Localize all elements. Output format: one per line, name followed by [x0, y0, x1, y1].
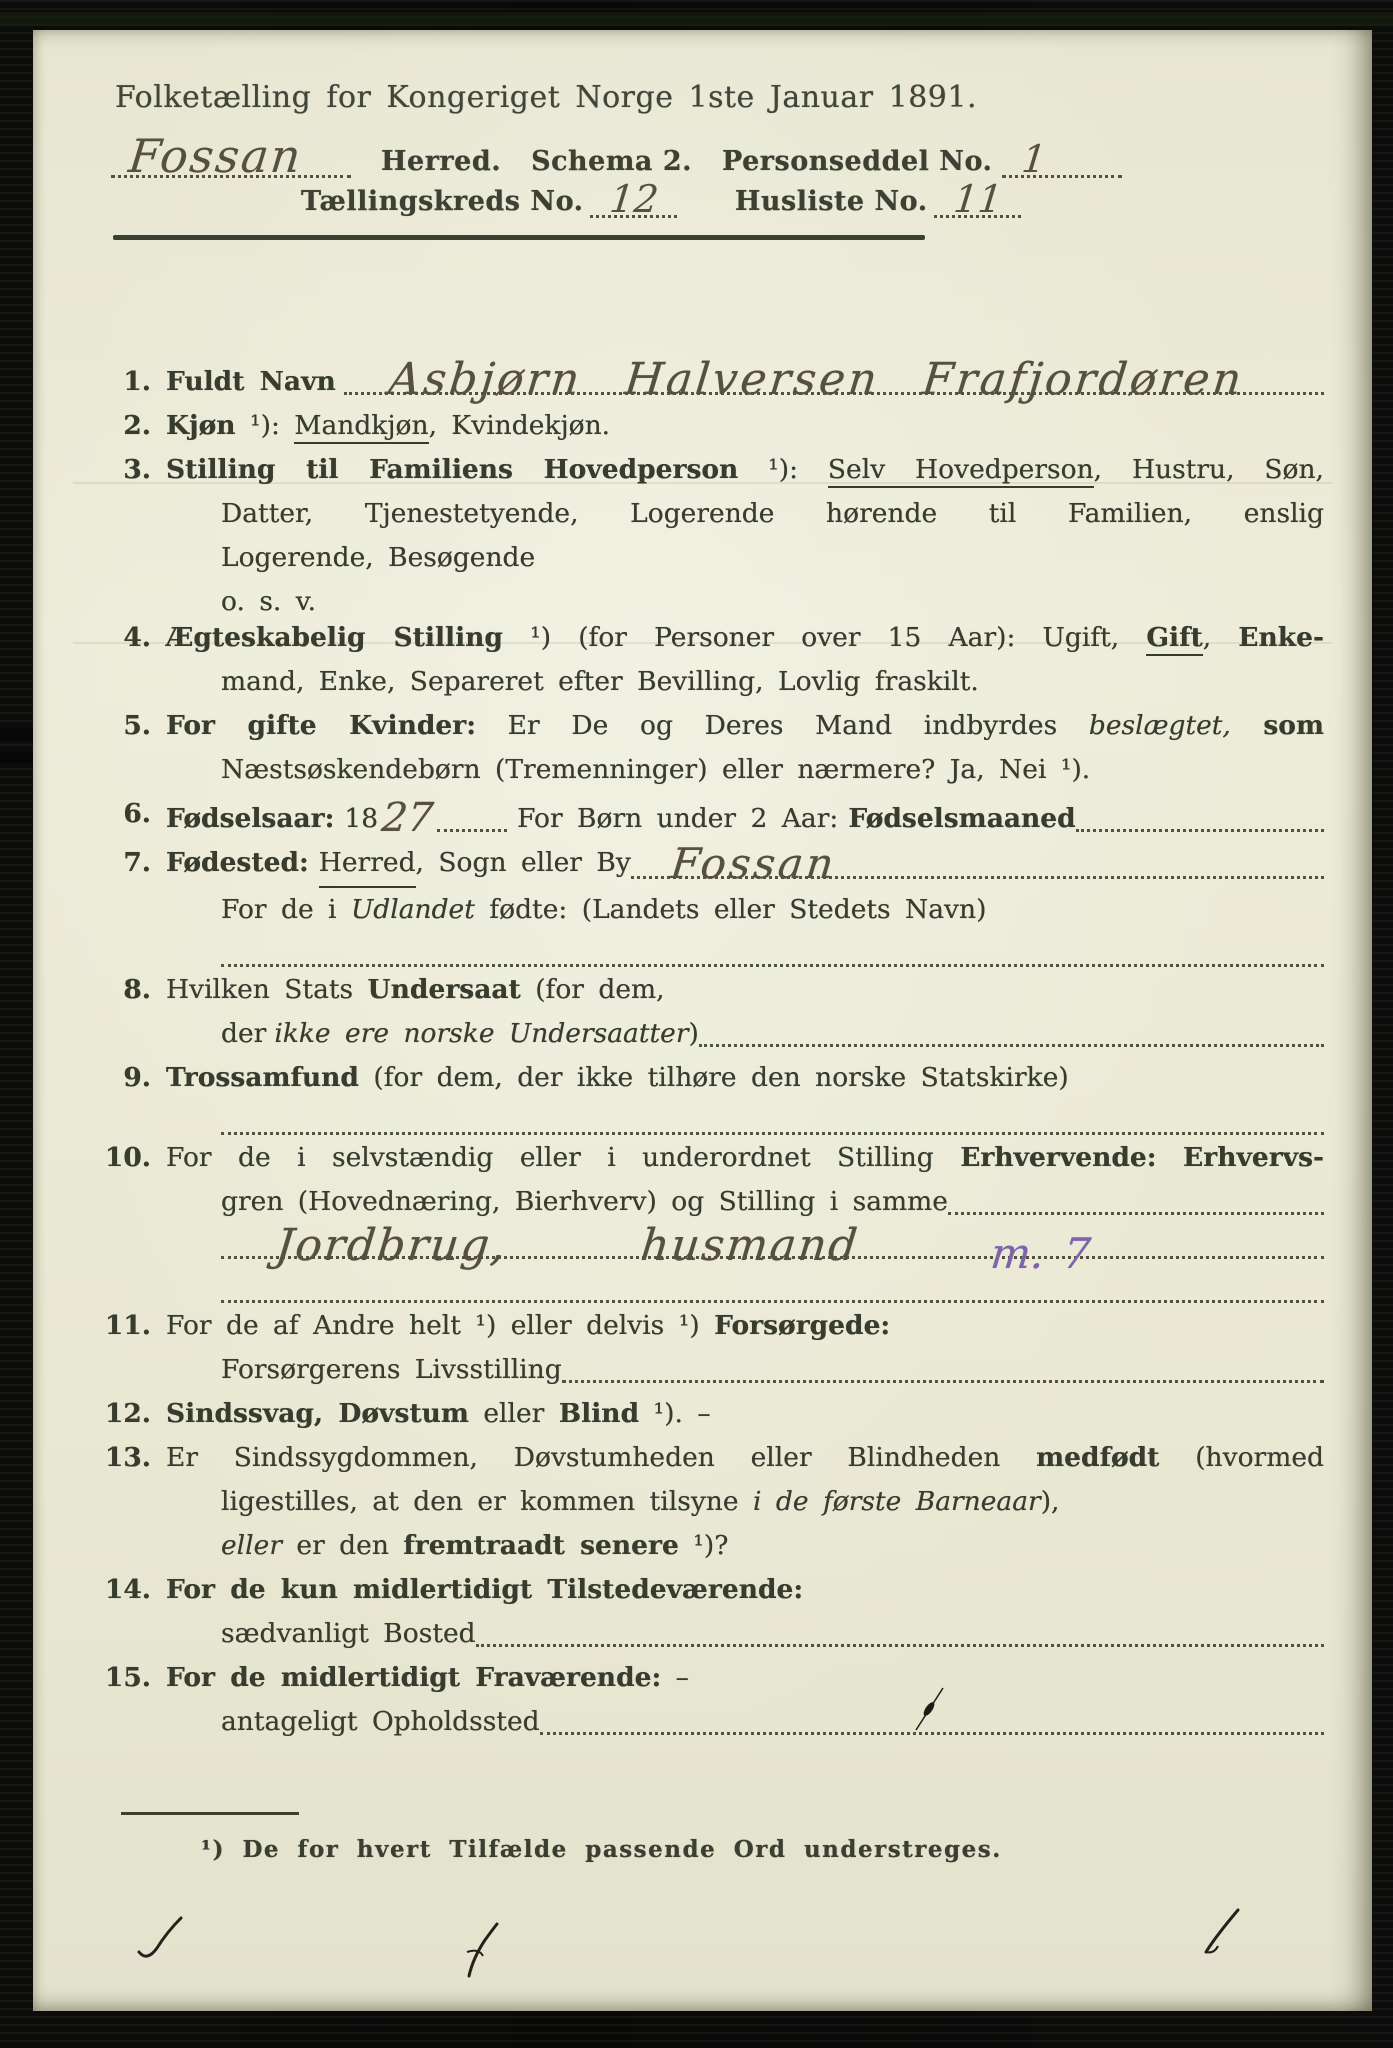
handwritten-birth-year: 27	[379, 795, 436, 841]
field-label: Undersaat	[367, 974, 521, 1005]
question-4	[99, 616, 1324, 704]
field-label: Stilling til Familiens Hovedperson	[166, 454, 739, 485]
underlined-option: Gift	[1146, 622, 1202, 656]
field-label: Trossamfund	[166, 1062, 359, 1093]
handwritten-full-name: Asbjørn Halversen Frafjordøren	[386, 354, 1247, 405]
printed-text: Forsørgerens Livsstilling	[221, 1354, 562, 1385]
taellingskreds-label: Tællingskreds No.	[301, 186, 584, 217]
printed-text: , Sogn eller By	[415, 847, 631, 878]
herred-label: Herred.	[381, 146, 502, 177]
printed-text: (for dem, der ikke tilhøre den norske Statskirke)	[358, 1062, 1069, 1093]
question-7	[99, 841, 1324, 976]
field-label: Blind	[558, 1398, 640, 1429]
dotted-fill	[221, 960, 1324, 967]
dotted-fill	[344, 354, 1324, 405]
question-13	[99, 1436, 1324, 1568]
printed-text	[1157, 1142, 1183, 1173]
printed-text: For de af Andre helt ¹) eller delvis ¹)	[166, 1310, 715, 1341]
question-number: 11.	[104, 1310, 151, 1341]
printed-text: ¹):	[738, 454, 828, 485]
question-number: 13.	[104, 1442, 151, 1473]
printed-text: fremtraadt senere	[403, 1530, 679, 1561]
printed-text: ¹):	[235, 410, 295, 441]
header-line-district	[301, 174, 1021, 221]
question-number: 3.	[123, 454, 151, 485]
handwritten-personseddel-number: 1	[1020, 137, 1049, 181]
handwritten-occupation: Jordbrug,	[273, 1220, 510, 1271]
ink-mark	[463, 1918, 503, 1982]
printed-text: –	[661, 1662, 689, 1693]
printed-text: (hvormed	[1159, 1442, 1324, 1473]
dotted-fill	[437, 825, 507, 832]
printed-text: Logerende, Besøgende	[221, 542, 536, 573]
printed-text: Er De og Deres Mand indbyrdes	[475, 710, 1089, 741]
husliste-number-field	[934, 177, 1021, 221]
printed-text: sædvanligt Bosted	[221, 1618, 476, 1649]
printed-text: For de i selvstændig eller i underordnet Stilling	[166, 1142, 961, 1173]
printed-text: (for dem,	[520, 974, 665, 1005]
underlined-option: Herred	[319, 841, 416, 888]
husliste-label: Husliste No.	[734, 186, 928, 217]
header-line-municipality	[111, 129, 1131, 183]
question-number: 7.	[123, 847, 151, 878]
ink-mark	[133, 1908, 189, 1968]
dotted-fill	[699, 1040, 1324, 1047]
question-8	[99, 968, 1324, 1056]
dotted-fill	[221, 1220, 1324, 1278]
question-number: 8.	[123, 974, 151, 1005]
question-14	[99, 1568, 1324, 1656]
dotted-fill	[221, 1128, 1324, 1135]
dotted-fill	[948, 1208, 1324, 1215]
question-11	[99, 1304, 1324, 1392]
handwritten-kreds-number: 12	[607, 177, 661, 221]
field-label: For de kun midlertidigt Tilstedeværende:	[166, 1574, 804, 1605]
italic-text: eller	[221, 1530, 282, 1561]
taellingskreds-number-field	[590, 177, 677, 221]
printed-text: )	[688, 1018, 699, 1049]
question-number: 6.	[123, 798, 151, 829]
header-divider	[113, 235, 925, 240]
question-number: 1.	[123, 366, 151, 397]
schema-label: Schema 2.	[531, 146, 693, 177]
printed-text: ¹). –	[639, 1398, 711, 1429]
question-number: 15.	[104, 1662, 151, 1693]
printed-text: Datter, Tjenestetyende, Logerende hørende til Familien, enslig	[221, 498, 1324, 529]
dotted-fill	[221, 1296, 1324, 1303]
field-label: Kjøn	[166, 410, 236, 441]
question-6	[99, 792, 1324, 841]
field-label: Erhvervende:	[960, 1142, 1157, 1173]
printed-text: som	[1230, 710, 1324, 741]
printed-text: medfødt	[1036, 1442, 1160, 1473]
printed-text: mand, Enke, Separeret efter Bevilling, Lovlig fraskilt.	[221, 666, 979, 697]
printed-text: ),	[1040, 1486, 1060, 1517]
printed-text: ¹) (for Personer over 15 Aar): Ugift,	[502, 622, 1147, 653]
question-number: 2.	[123, 410, 151, 441]
handwritten-occupation: husmand	[638, 1220, 862, 1271]
handwritten-annotation-purple: m. 7	[988, 1229, 1093, 1278]
printed-text: gren (Hovednæring, Bierhverv) og Stilling i samme	[221, 1186, 948, 1217]
printed-text: er den	[281, 1530, 404, 1561]
question-1	[99, 354, 1324, 405]
printed-text: o. s. v.	[221, 586, 317, 617]
dotted-fill	[562, 1376, 1324, 1383]
printed-text: Fødselsmaaned	[848, 803, 1076, 834]
printed-text: eller	[468, 1398, 559, 1429]
question-10	[99, 1136, 1324, 1312]
printed-text: For de i	[221, 894, 351, 925]
italic-text: ikke ere norske Undersaatter	[274, 1018, 689, 1049]
question-9	[99, 1056, 1324, 1144]
form-title: Folketælling for Kongeriget Norge 1ste Januar 1891.	[115, 80, 978, 115]
printed-text: Hvilken Stats	[166, 974, 368, 1005]
dotted-fill	[540, 1728, 1324, 1735]
handwritten-birthplace: Fossan	[668, 839, 839, 888]
dotted-fill	[476, 1640, 1324, 1647]
dotted-fill	[1076, 825, 1324, 832]
question-number: 9.	[123, 1062, 151, 1093]
field-label: Sindssvag, Døvstum	[166, 1398, 469, 1429]
question-number: 5.	[123, 710, 151, 741]
ink-mark	[1198, 1902, 1246, 1960]
question-12	[99, 1392, 1324, 1436]
question-list	[99, 354, 1324, 1744]
printed-text: Enke-	[1238, 622, 1324, 653]
question-number: 14.	[104, 1574, 151, 1605]
film-edge-band	[0, 12, 1393, 26]
footnote-text: ¹) De for hvert Tilfælde passende Ord understreges.	[201, 1836, 1002, 1863]
footnote-divider	[121, 1812, 299, 1815]
handwritten-husliste-number: 11	[951, 177, 1005, 221]
printed-text: fødte: (Landets eller Stedets Navn)	[474, 894, 987, 925]
field-label: Fuldt Navn	[166, 366, 336, 397]
question-3	[99, 448, 1324, 624]
question-2	[99, 404, 1324, 448]
field-label: Forsørgede:	[714, 1310, 891, 1341]
printed-text: Erhvervs-	[1183, 1142, 1324, 1173]
field-label: For gifte Kvinder:	[166, 710, 476, 741]
underlined-option: Selv Hovedperson	[828, 454, 1094, 488]
question-15	[99, 1656, 1324, 1744]
question-number: 10.	[104, 1142, 151, 1173]
field-label: For de midlertidigt Fraværende:	[166, 1662, 662, 1693]
printed-text: 18	[344, 803, 379, 834]
printed-text: , Kvindekjøn.	[428, 410, 611, 441]
printed-text: ,	[1202, 622, 1239, 653]
printed-text: Næstsøskendebørn (Tremenninger) eller nærmere? Ja, Nei ¹).	[221, 754, 1091, 785]
dotted-fill	[631, 839, 1324, 888]
paper-sheet	[33, 30, 1372, 2011]
printed-text: der	[221, 1018, 267, 1049]
italic-text: i de første Barneaar	[752, 1486, 1041, 1517]
question-number: 4.	[123, 622, 151, 653]
field-label: Ægteskabelig Stilling	[166, 622, 503, 653]
italic-text: Udlandet	[350, 894, 475, 925]
question-5	[99, 704, 1324, 792]
field-label: Fødselsaar:	[166, 803, 335, 834]
printed-text: For Børn under 2 Aar:	[517, 803, 839, 834]
underlined-option: Mandkjøn	[294, 410, 428, 444]
personseddel-label: Personseddel No.	[722, 146, 993, 177]
handwritten-municipality: Fossan	[126, 129, 306, 183]
printed-text: ¹)?	[678, 1530, 729, 1561]
printed-text: antageligt Opholdssted	[221, 1706, 540, 1737]
printed-text: ligestilles, at den er kommen tilsyne	[221, 1486, 753, 1517]
field-label: Fødested:	[166, 847, 309, 878]
printed-text: , Hustru, Søn,	[1093, 454, 1324, 485]
question-number: 12.	[104, 1398, 151, 1429]
italic-text: beslægtet,	[1088, 710, 1231, 741]
printed-text: Er Sindssygdommen, Døvstumheden eller Blindheden	[166, 1442, 1037, 1473]
